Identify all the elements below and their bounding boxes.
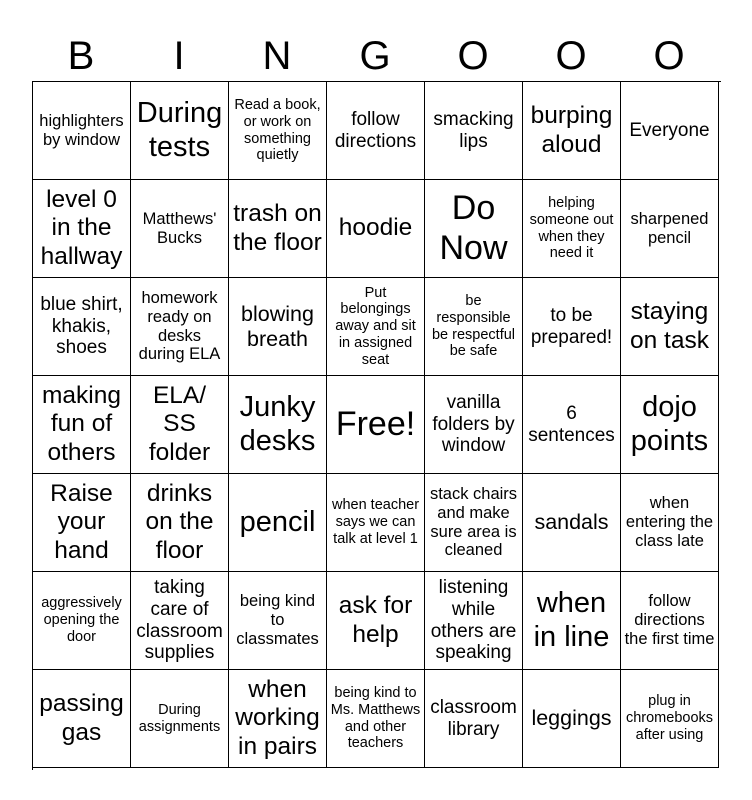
cell-text: vanilla folders by window xyxy=(432,391,515,457)
bingo-cell[interactable] xyxy=(425,82,523,180)
bingo-cell[interactable] xyxy=(229,82,327,180)
bingo-cell[interactable] xyxy=(229,376,327,474)
cell-text: trash on the floor xyxy=(233,200,322,256)
header-letter-i: I xyxy=(173,34,185,78)
bingo-cell[interactable] xyxy=(523,82,621,180)
bingo-cell[interactable] xyxy=(523,474,621,572)
bingo-cell[interactable] xyxy=(523,180,621,278)
cell-text: pencil xyxy=(239,505,316,538)
bingo-cell[interactable] xyxy=(621,572,719,670)
bingo-cell[interactable] xyxy=(131,376,229,474)
cell-text: follow directions the first time xyxy=(624,592,715,648)
cell-text: Matthews' Bucks xyxy=(142,209,217,247)
cell-text: taking care of classroom supplies xyxy=(136,576,223,664)
bingo-cell[interactable] xyxy=(33,278,131,376)
cell-text: when teacher says we can talk at level 1 xyxy=(331,497,420,547)
bingo-cell[interactable] xyxy=(327,474,425,572)
bingo-cell[interactable] xyxy=(33,474,131,572)
header-letter-o: O xyxy=(653,34,685,78)
bingo-cell[interactable] xyxy=(327,180,425,278)
cell-text: being kind to classmates xyxy=(236,592,319,648)
cell-text: being kind to Ms. Matthews and other teachers xyxy=(330,685,421,752)
cell-text: highlighters by window xyxy=(39,111,124,149)
bingo-cell[interactable] xyxy=(621,278,719,376)
cell-text: blue shirt, khakis, shoes xyxy=(40,293,123,359)
cell-text: to be prepared! xyxy=(530,304,613,348)
bingo-cell[interactable] xyxy=(131,670,229,768)
bingo-cell[interactable] xyxy=(425,474,523,572)
cell-text: Raise your hand xyxy=(50,480,113,564)
cell-text: passing gas xyxy=(39,690,124,746)
cell-text: Read a book, or work on something quietly xyxy=(234,97,321,164)
bingo-cell[interactable] xyxy=(425,278,523,376)
bingo-cell[interactable] xyxy=(327,278,425,376)
bingo-cell[interactable] xyxy=(327,82,425,180)
cell-text: classroom library xyxy=(430,696,517,740)
cell-text: Free! xyxy=(335,404,416,443)
cell-text: aggressively opening the door xyxy=(41,595,122,645)
bingo-cell[interactable] xyxy=(523,670,621,768)
bingo-cell[interactable] xyxy=(425,670,523,768)
cell-text: hoodie xyxy=(338,214,413,242)
cell-text: burping aloud xyxy=(530,102,613,158)
cell-text: During tests xyxy=(136,97,223,163)
bingo-grid xyxy=(32,81,721,770)
cell-text: ELA/ SS folder xyxy=(148,382,211,466)
cell-text: dojo points xyxy=(630,391,709,457)
cell-text: sandals xyxy=(534,510,609,535)
bingo-cell[interactable] xyxy=(327,670,425,768)
cell-text: ask for help xyxy=(338,592,413,648)
bingo-cell[interactable] xyxy=(621,82,719,180)
cell-text: Do Now xyxy=(439,189,508,267)
bingo-cell[interactable] xyxy=(621,670,719,768)
cell-text: listening while others are speaking xyxy=(430,576,517,664)
bingo-cell[interactable] xyxy=(131,82,229,180)
bingo-cell[interactable] xyxy=(33,670,131,768)
cell-text: sharpened pencil xyxy=(630,209,709,247)
cell-text: Junky desks xyxy=(239,391,316,457)
header-letter-b: B xyxy=(67,34,95,78)
bingo-cell[interactable] xyxy=(621,180,719,278)
bingo-cell[interactable] xyxy=(229,572,327,670)
bingo-cell[interactable] xyxy=(425,180,523,278)
bingo-cell[interactable] xyxy=(621,376,719,474)
cell-text: helping someone out when they need it xyxy=(529,195,614,262)
header-letter-g: G xyxy=(359,34,391,78)
cell-text: 6 sentences xyxy=(528,402,615,446)
cell-text: when entering the class late xyxy=(625,494,714,550)
bingo-cell free-space[interactable] xyxy=(327,376,425,474)
bingo-cell[interactable] xyxy=(229,180,327,278)
bingo-cell[interactable] xyxy=(621,474,719,572)
bingo-header xyxy=(32,30,720,82)
bingo-cell[interactable] xyxy=(33,376,131,474)
cell-text: stack chairs and make sure area is cleaned xyxy=(429,484,518,560)
bingo-cell[interactable] xyxy=(327,572,425,670)
bingo-cell[interactable] xyxy=(131,278,229,376)
bingo-cell[interactable] xyxy=(425,572,523,670)
cell-text: During assignments xyxy=(138,701,221,735)
cell-text: level 0 in the hallway xyxy=(40,186,123,270)
cell-text: smacking lips xyxy=(433,108,514,152)
cell-text: Put belongings away and sit in assigned seat xyxy=(335,284,416,368)
header-letter-o: O xyxy=(457,34,489,78)
cell-text: staying on task xyxy=(630,298,709,354)
bingo-cell[interactable] xyxy=(131,474,229,572)
bingo-cell[interactable] xyxy=(131,180,229,278)
cell-text: when working in pairs xyxy=(235,676,320,760)
cell-text: making fun of others xyxy=(42,382,121,466)
cell-text: when in line xyxy=(533,587,610,653)
bingo-cell[interactable] xyxy=(33,180,131,278)
bingo-cell[interactable] xyxy=(131,572,229,670)
bingo-cell[interactable] xyxy=(33,572,131,670)
cell-text: blowing breath xyxy=(241,301,314,351)
bingo-cell[interactable] xyxy=(229,670,327,768)
cell-text: be responsible be respectful be safe xyxy=(431,293,516,360)
cell-text: leggings xyxy=(531,706,612,731)
bingo-cell[interactable] xyxy=(229,474,327,572)
bingo-cell[interactable] xyxy=(523,278,621,376)
header-letter-o: O xyxy=(555,34,587,78)
bingo-cell[interactable] xyxy=(523,572,621,670)
bingo-cell[interactable] xyxy=(523,376,621,474)
bingo-cell[interactable] xyxy=(229,278,327,376)
cell-text: homework ready on desks during ELA xyxy=(138,288,221,364)
cell-text: follow directions xyxy=(334,108,417,152)
bingo-cell[interactable] xyxy=(33,82,131,180)
bingo-cell[interactable] xyxy=(425,376,523,474)
cell-text: plug in chromebooks after using xyxy=(625,693,714,743)
cell-text: Everyone xyxy=(629,119,710,141)
cell-text: drinks on the floor xyxy=(145,480,214,564)
header-letter-n: N xyxy=(262,34,292,78)
